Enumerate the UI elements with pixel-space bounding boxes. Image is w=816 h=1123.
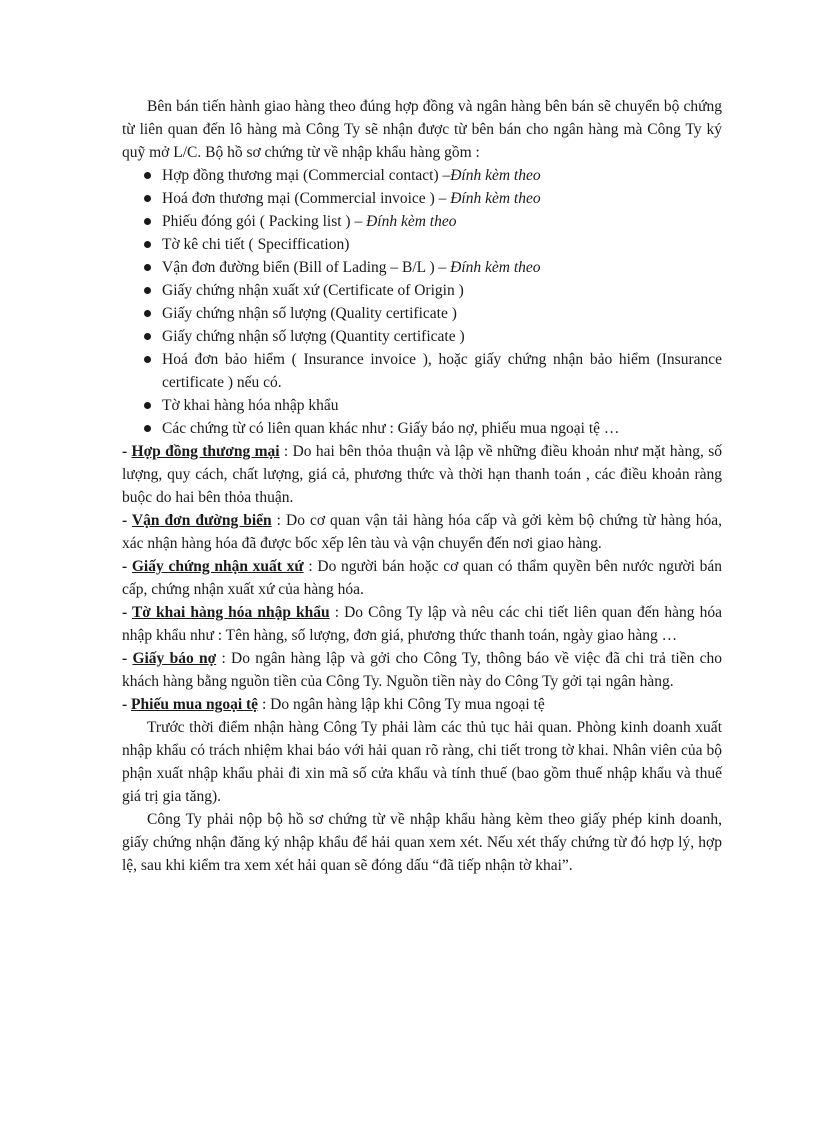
bullet-icon (144, 241, 151, 248)
definition-commercial-contract: - Hợp đồng thương mại : Do hai bên thỏa thuận và lập về những điều khoản như mặt hàng, số lượng, quy cách, chất lượng, giá cả, phương thức và thời hạn thanh toán , các điều khoản ràng buộc do hai bên thỏa thuận. (122, 443, 722, 506)
bullet-icon (144, 333, 151, 340)
bullet-icon (144, 264, 151, 271)
bullet-icon (144, 287, 151, 294)
bullet-icon (144, 425, 151, 432)
definition-term: Phiếu mua ngoại tệ (131, 696, 259, 713)
list-item: Các chứng từ có liên quan khác như : Giấy báo nợ, phiếu mua ngoại tệ … (140, 417, 722, 440)
definition-term: Giấy chứng nhận xuất xứ (131, 558, 304, 575)
list-item: Tờ kê chi tiết ( Speciffication) (140, 233, 722, 256)
list-item: Tờ khai hàng hóa nhập khẩu (140, 394, 722, 417)
document-body (122, 95, 722, 877)
list-item: Giấy chứng nhận số lượng (Quantity certificate ) (140, 325, 722, 348)
closing-paragraph-customs: Trước thời điểm nhận hàng Công Ty phải làm các thủ tục hải quan. Phòng kinh doanh xuất nhập khẩu có trách nhiệm khai báo với hải quan rõ ràng, chi tiết trong tờ khai. Nhân viên của bộ phận xuất nhập khẩu phải đi xin mã số cửa khẩu và tính thuế (bao gồm thuế nhập khẩu và thuế giá trị gia tăng). (122, 719, 722, 805)
definition-foreign-currency-slip: - Phiếu mua ngoại tệ : Do ngân hàng lập khi Công Ty mua ngoại tệ (122, 696, 545, 713)
list-item: Hợp đồng thương mại (Commercial contact) –Đính kèm theo (140, 164, 722, 187)
definition-import-declaration: - Tờ khai hàng hóa nhập khẩu : Do Công Ty lập và nêu các chi tiết liên quan đến hàng hóa nhập khẩu như : Tên hàng, số lượng, đơn giá, phương thức thanh toán, ngày giao hàng … (122, 604, 722, 644)
bullet-icon (144, 356, 151, 363)
bullet-icon (144, 218, 151, 225)
list-item: Giấy chứng nhận xuất xứ (Certificate of Origin ) (140, 279, 722, 302)
definition-term: Tờ khai hàng hóa nhập khẩu (131, 604, 330, 621)
closing-paragraph-submission: Công Ty phải nộp bộ hồ sơ chứng từ về nhập khẩu hàng kèm theo giấy phép kinh doanh, giấy chứng nhận đăng ký nhập khẩu để hải quan xem xét. Nếu xét thấy chứng từ đó hợp lý, hợp lệ, sau khi kiểm tra xem xét hải quan sẽ đóng dấu “đã tiếp nhận tờ khai”. (122, 811, 722, 874)
list-item: Hoá đơn thương mại (Commercial invoice ) – Đính kèm theo (140, 187, 722, 210)
definition-bill-of-lading: - Vận đơn đường biển : Do cơ quan vận tải hàng hóa cấp và gởi kèm bộ chứng từ hàng hóa, xác nhận hàng hóa đã được bốc xếp lên tàu và vận chuyển đến nơi giao hàng. (122, 512, 722, 552)
definition-term: Hợp đồng thương mại (131, 443, 280, 460)
bullet-icon (144, 310, 151, 317)
bullet-icon (144, 402, 151, 409)
document-list (122, 164, 722, 440)
list-item: Phiếu đóng gói ( Packing list ) – Đính kèm theo (140, 210, 722, 233)
definition-debit-note: - Giấy báo nợ : Do ngân hàng lập và gởi cho Công Ty, thông báo về việc đã chi trả tiền cho khách hàng bằng nguồn tiền của Công Ty. Nguồn tiền này do Công Ty gởi tại ngân hàng. (122, 650, 722, 690)
definition-certificate-of-origin: - Giấy chứng nhận xuất xứ : Do người bán hoặc cơ quan có thẩm quyền bên nước người bán cấp, chứng nhận xuất xứ của hàng hóa. (122, 558, 722, 598)
list-item: Hoá đơn bảo hiểm ( Insurance invoice ), hoặc giấy chứng nhận bảo hiểm (Insurance certificate ) nếu có. (140, 348, 722, 394)
bullet-icon (144, 172, 151, 179)
list-item: Vận đơn đường biển (Bill of Lading – B/L ) – Đính kèm theo (140, 256, 722, 279)
definition-term: Giấy báo nợ (132, 650, 217, 667)
bullet-icon (144, 195, 151, 202)
definition-term: Vận đơn đường biển (131, 512, 272, 529)
list-item: Giấy chứng nhận số lượng (Quality certificate ) (140, 302, 722, 325)
intro-paragraph: Bên bán tiến hành giao hàng theo đúng hợp đồng và ngân hàng bên bán sẽ chuyển bộ chứng từ liên quan đến lô hàng mà Công Ty sẽ nhận được từ bên bán cho ngân hàng mà Công Ty ký quỹ mở L/C. Bộ hồ sơ chứng từ về nhập khẩu hàng gồm : (122, 98, 722, 161)
